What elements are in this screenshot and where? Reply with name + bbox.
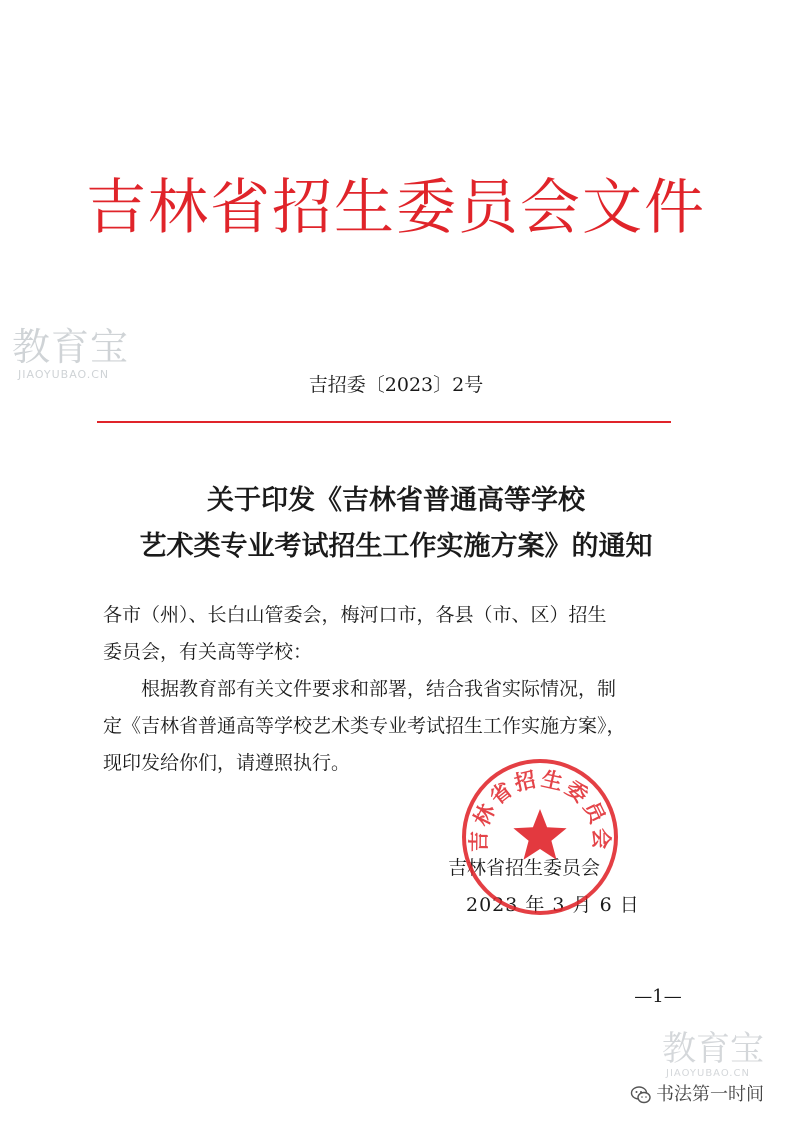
- watermark-logo-bottom-right: [662, 1030, 782, 1079]
- page-number: —1—: [634, 986, 682, 1007]
- notice-title-line-1: 关于印发《吉林省普通高等学校: [207, 485, 585, 516]
- body-paragraph-line-3: 现印发给你们，请遵照执行。: [103, 752, 351, 774]
- document-number: 吉招委〔2023〕2号: [308, 374, 484, 396]
- body-paragraph-line-2: 定《吉林省普通高等学校艺术类专业考试招生工作实施方案》，: [103, 715, 626, 737]
- wechat-account-name: 书法第一时间: [656, 1084, 764, 1105]
- document-masthead: 吉林省招生委员会文件: [86, 173, 706, 243]
- watermark-cn-text: 教育宝: [12, 325, 130, 369]
- notice-body: [103, 597, 678, 782]
- official-seal: [460, 757, 620, 917]
- watermark-br-cn-text: 教育宝: [662, 1029, 764, 1069]
- signature-org: 吉林省招生委员会: [448, 857, 601, 879]
- notice-title: [0, 478, 792, 570]
- body-paragraph-line-1: 根据教育部有关文件要求和部署，结合我省实际情况，制: [141, 678, 617, 700]
- seal-star-icon: [513, 809, 566, 860]
- seal-text: 吉林省招生委员会: [466, 766, 614, 853]
- recipients-line-1: 各市（州）、长白山管委会，梅河口市，各县（市、区）招生: [103, 604, 607, 626]
- signature-date: 2023 年 3 月 6 日: [466, 894, 640, 916]
- recipients-line-2: 委员会，有关高等学校：: [103, 641, 313, 663]
- red-divider-line: [97, 421, 671, 423]
- watermark-en-text: JIAOYUBAO.CN: [18, 368, 110, 381]
- notice-title-line-2: 艺术类专业考试招生工作实施方案》的通知: [139, 531, 653, 562]
- wechat-icon: [630, 1084, 652, 1106]
- wechat-account-badge: [630, 1082, 790, 1108]
- watermark-br-en-text: JIAOYUBAO.CN: [666, 1068, 750, 1079]
